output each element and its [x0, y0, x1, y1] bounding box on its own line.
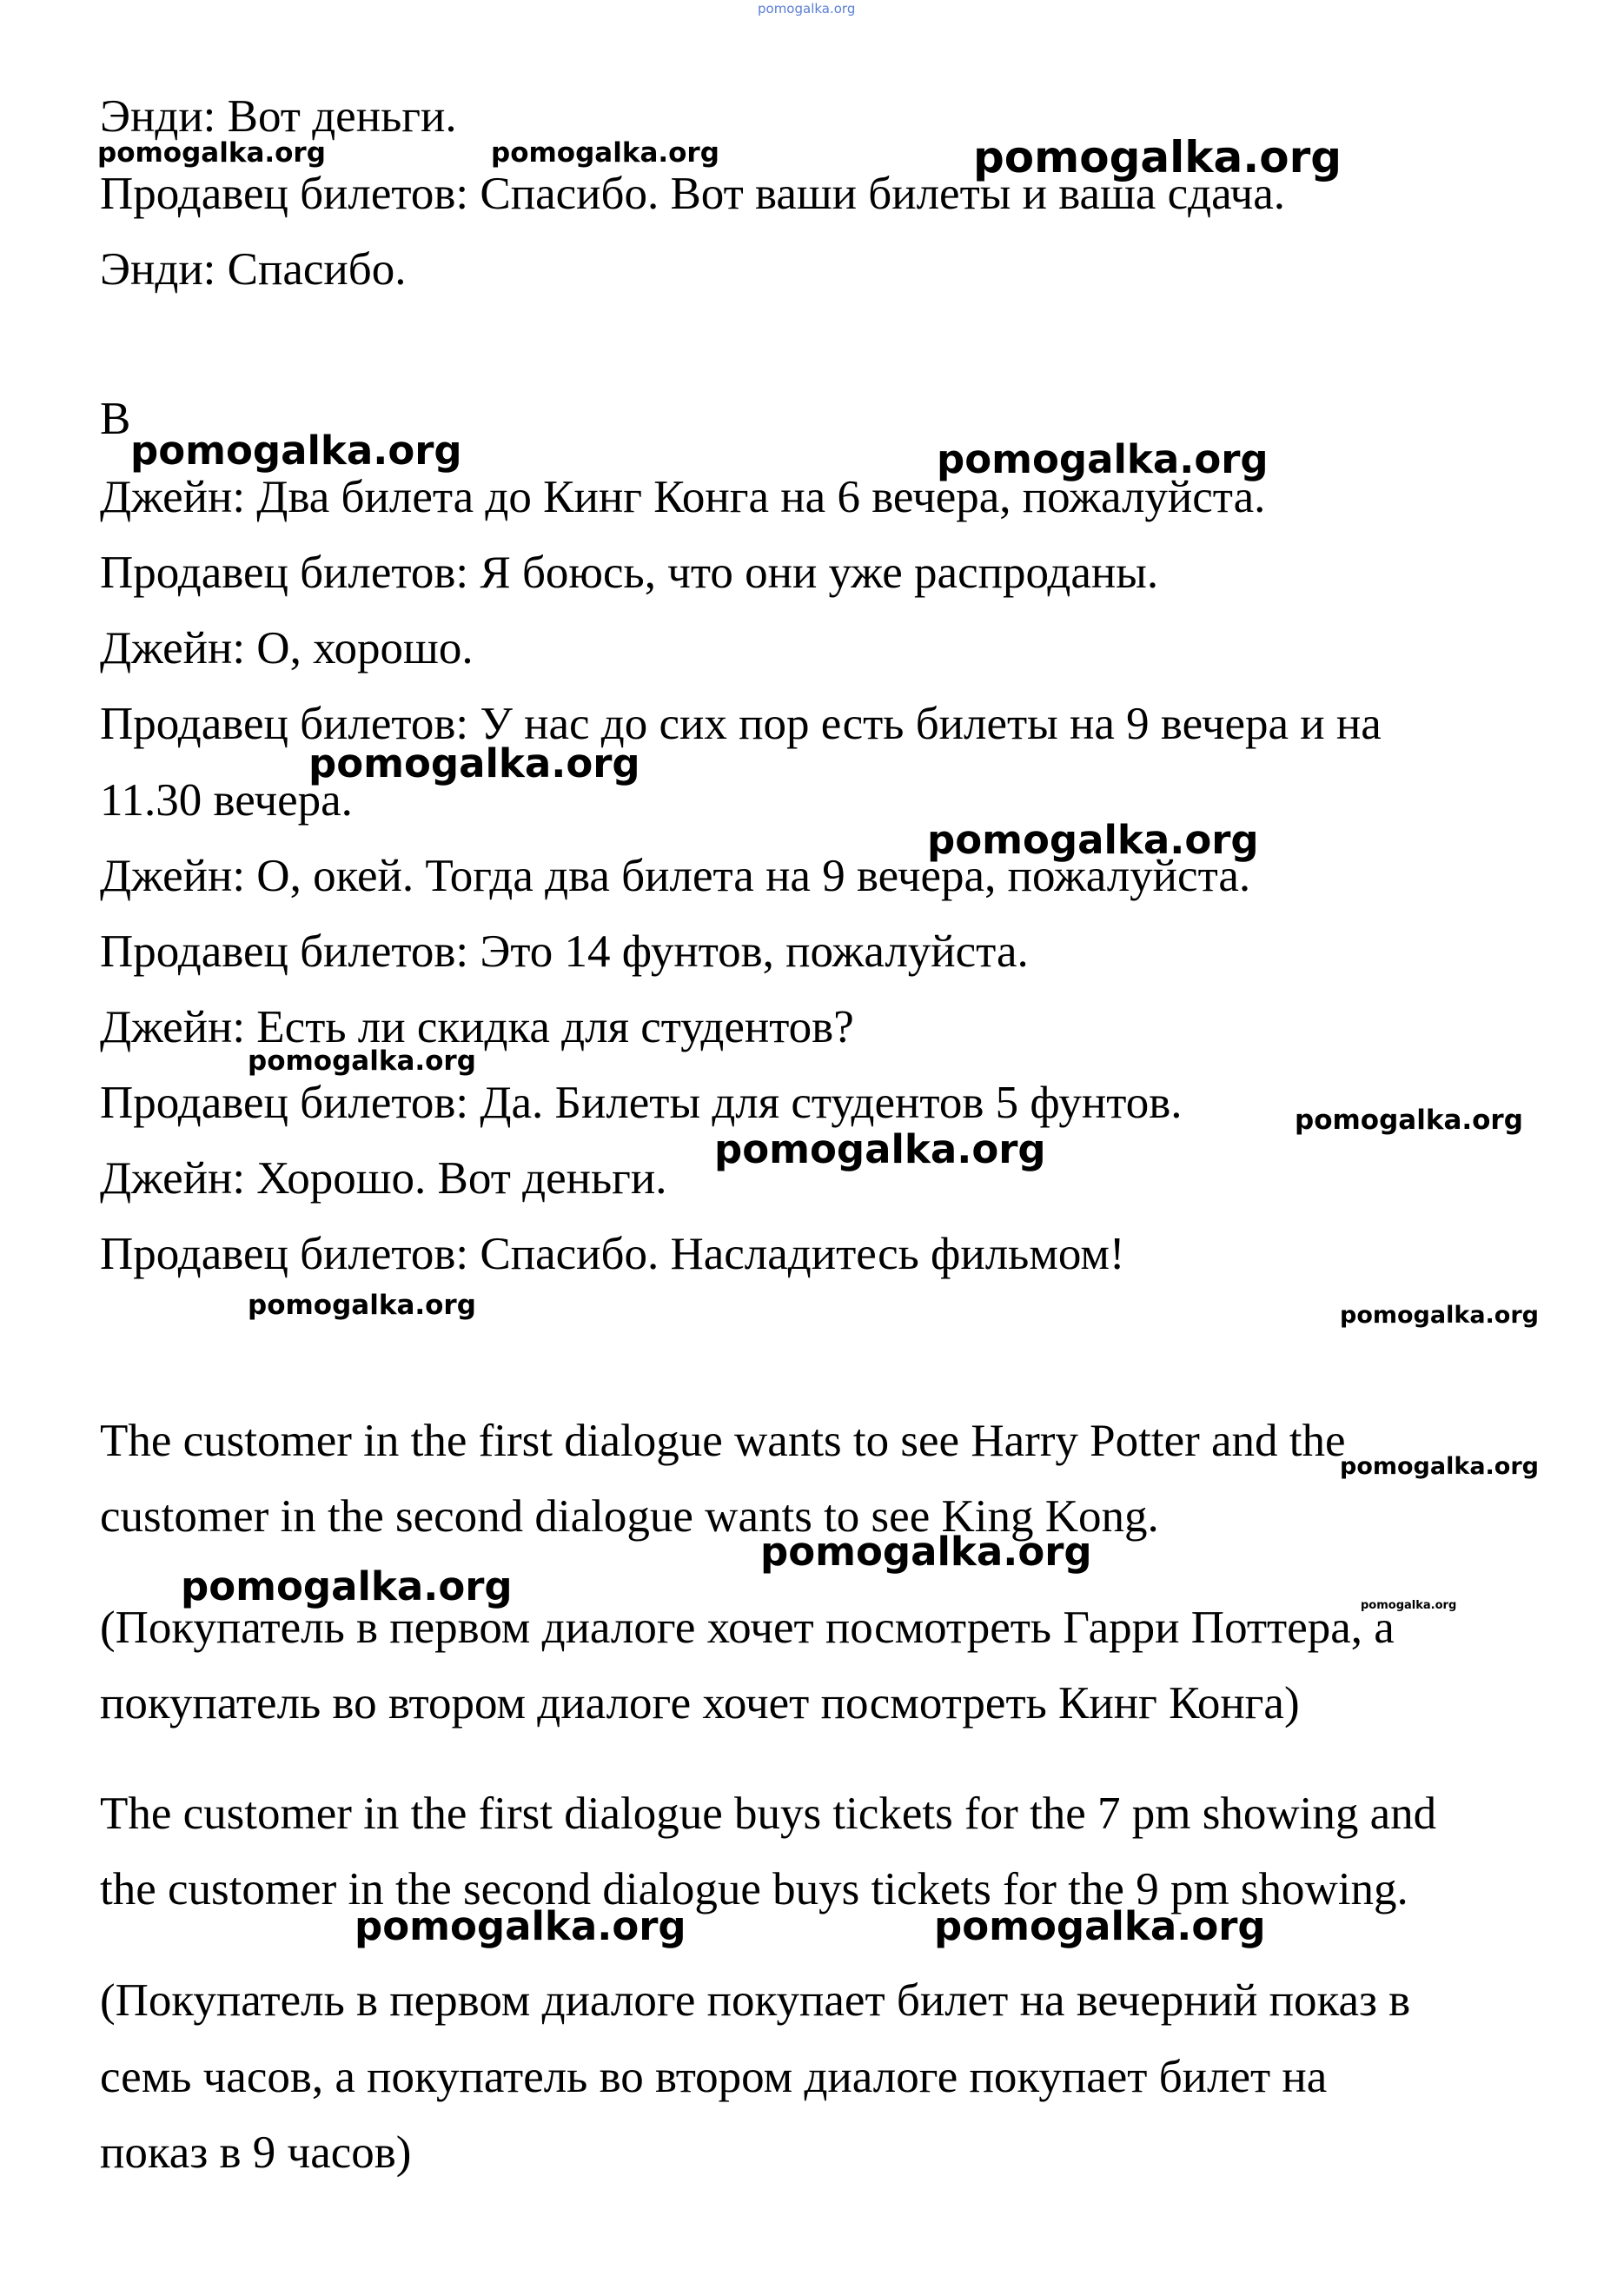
dialogue-line: Джейн: Есть ли скидка для студентов? — [100, 1002, 854, 1052]
dialogue-line: Продавец билетов: Спасибо. Вот ваши билеты и ваша сдача. — [100, 169, 1285, 219]
dialogue-line: Джейн: Хорошо. Вот деньги. — [100, 1153, 667, 1204]
dialogue-line: 11.30 вечера. — [100, 775, 353, 826]
watermark: pomogalka.org — [760, 1529, 1092, 1575]
header-watermark: pomogalka.org — [758, 1, 856, 17]
answer-line: The customer in the first dialogue buys tickets for the 7 pm showing and — [100, 1788, 1437, 1839]
section-label: B — [100, 394, 131, 444]
dialogue-line: Джейн: Два билета до Кинг Конга на 6 вечера, пожалуйста. — [100, 472, 1266, 522]
watermark: pomogalka.org — [130, 428, 462, 474]
dialogue-line: Джейн: О, хорошо. — [100, 623, 474, 674]
watermark: pomogalka.org — [714, 1126, 1046, 1172]
watermark: pomogalka.org — [1295, 1105, 1523, 1136]
translation-line: семь часов, а покупатель во втором диалоге покупает билет на — [100, 2052, 1328, 2102]
watermark: pomogalka.org — [491, 137, 719, 169]
dialogue-line: Продавец билетов: У нас до сих пор есть билеты на 9 вечера и на — [100, 699, 1382, 749]
watermark: pomogalka.org — [1340, 1302, 1539, 1329]
watermark: pomogalka.org — [973, 132, 1342, 182]
translation-line: (Покупатель в первом диалоге покупает билет на вечерний показ в — [100, 1975, 1411, 2026]
watermark: pomogalka.org — [927, 817, 1259, 863]
watermark: pomogalka.org — [1361, 1599, 1457, 1612]
watermark: pomogalka.org — [934, 1903, 1266, 1949]
watermark: pomogalka.org — [937, 436, 1269, 482]
dialogue-line: Продавец билетов: Да. Билеты для студентов 5 фунтов. — [100, 1078, 1183, 1128]
dialogue-line: Продавец билетов: Я боюсь, что они уже распроданы. — [100, 547, 1159, 598]
watermark: pomogalka.org — [248, 1045, 476, 1077]
watermark: pomogalka.org — [1340, 1453, 1539, 1480]
watermark: pomogalka.org — [181, 1563, 513, 1609]
translation-line: (Покупатель в первом диалоге хочет посмотреть Гарри Поттера, а — [100, 1603, 1395, 1653]
answer-line: customer in the second dialogue wants to see King Kong. — [100, 1491, 1159, 1542]
dialogue-line: Энди: Вот деньги. — [100, 91, 457, 142]
answer-line: the customer in the second dialogue buys tickets for the 9 pm showing. — [100, 1864, 1408, 1914]
watermark: pomogalka.org — [248, 1290, 476, 1321]
watermark: pomogalka.org — [355, 1903, 686, 1949]
dialogue-line: Продавец билетов: Спасибо. Насладитесь фильмом! — [100, 1229, 1125, 1279]
dialogue-line: Энди: Спасибо. — [100, 244, 407, 295]
translation-line: покупатель во втором диалоге хочет посмотреть Кинг Конга) — [100, 1678, 1300, 1729]
watermark: pomogalka.org — [308, 740, 640, 786]
translation-line: показ в 9 часов) — [100, 2127, 412, 2178]
dialogue-line: Продавец билетов: Это 14 фунтов, пожалуйста. — [100, 926, 1029, 977]
dialogue-line: Джейн: О, окей. Тогда два билета на 9 вечера, пожалуйста. — [100, 851, 1251, 901]
answer-line: The customer in the first dialogue wants to see Harry Potter and the — [100, 1416, 1346, 1466]
watermark: pomogalka.org — [97, 137, 326, 169]
